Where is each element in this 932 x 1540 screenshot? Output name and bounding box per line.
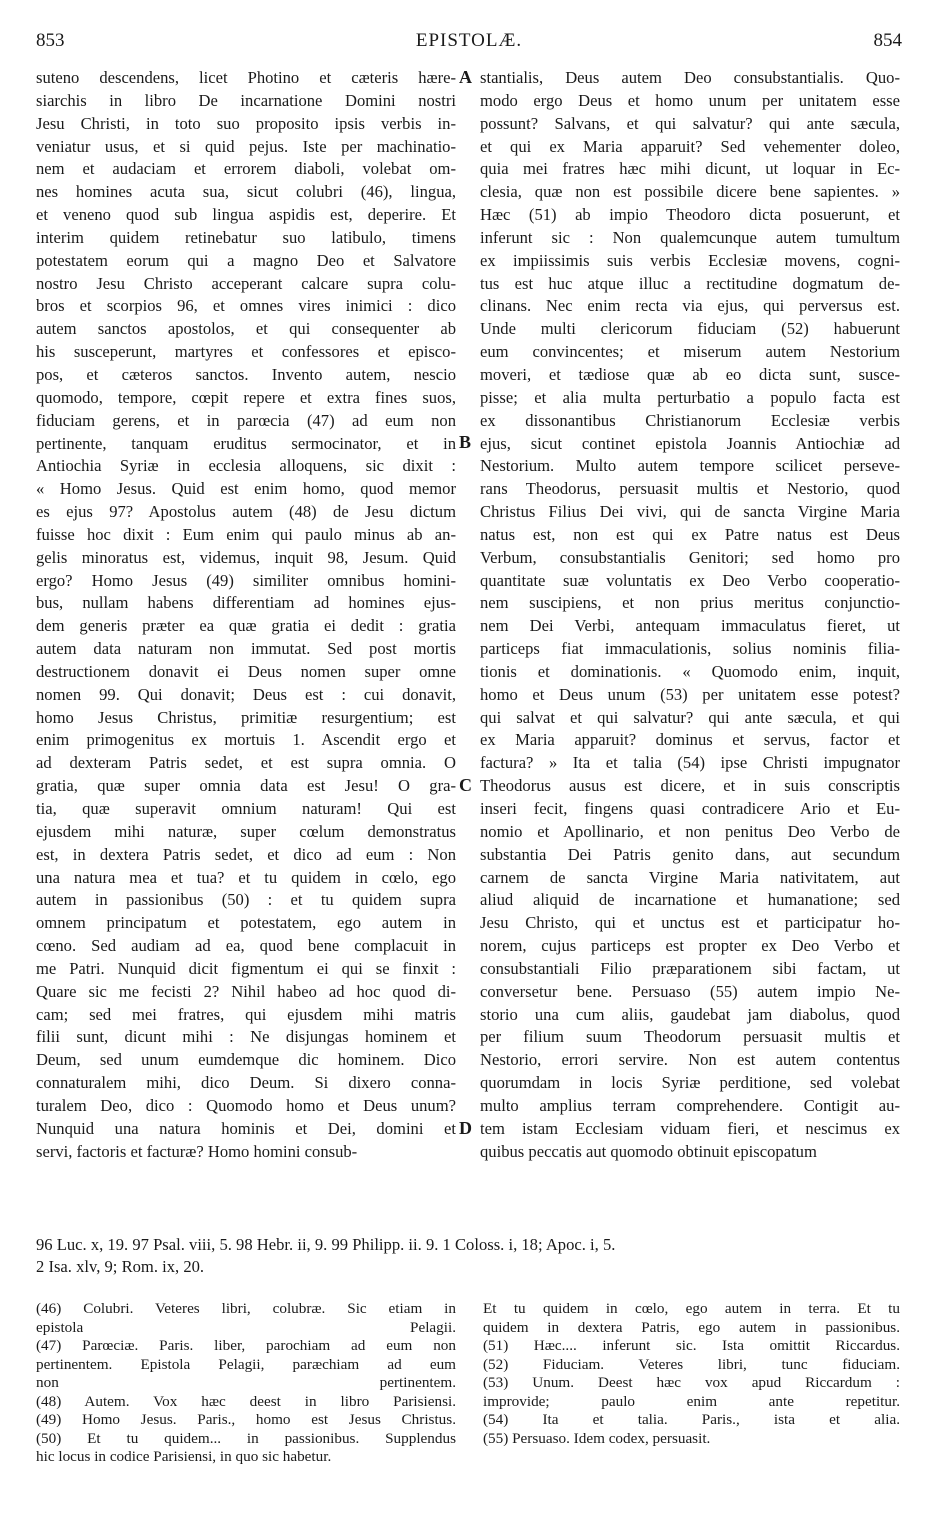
text-line: autem data naturam non immutat. Sed post mortis: [36, 639, 456, 659]
text-line: cam; sed mei fratres, qui ejusdem mihi matris: [36, 1004, 456, 1024]
text-line: autem sanctos apostolos, et qui consequenter ab: [36, 319, 456, 339]
text-line: quia mei fratres hæc mihi dicunt, ut loquar in Ec-: [480, 159, 900, 179]
text-line: carnem de sancta Virgine Maria nativitatem, aut: [480, 867, 900, 887]
section-marker-d: D: [459, 1118, 472, 1138]
text-line: quantitate suæ voluntatis ex Deo Verbo cooperatio-: [480, 570, 900, 590]
text-line: substantia Dei Patris genito dans, aut secundum: [480, 844, 900, 864]
running-title: EPISTOLÆ.: [415, 30, 523, 51]
text-line: pertinente, tanquam eruditus sermocinator, et in: [36, 433, 456, 453]
note-line: (46) Colubri. Veteres libri, colubræ. Sic etiam in: [36, 1300, 456, 1317]
note-line: (51) Hæc.... inferunt sic. Ista omittit Riccardus.: [483, 1337, 900, 1354]
text-line: Nestorium. Multo autem tempore scilicet perseve-: [480, 456, 900, 476]
text-line: est, in dextera Patris sedet, et dico ad eum : Non: [36, 844, 456, 864]
text-line: filii sunt, dicunt mihi : Ne disjungas hominem et: [36, 1027, 456, 1047]
text-line: Verbum, consubstantialis Genitori; sed homo pro: [480, 547, 900, 567]
note-line: non pertinentem.: [36, 1374, 456, 1391]
text-line: stantialis, Deus autem Deo consubstantialis. Quo-: [480, 68, 900, 87]
text-line: pos, et cæteros sanctos. Invento autem, nescio: [36, 364, 456, 384]
text-line: Quare sic me fecisti 2? Nihil habeo ad hoc quod di-: [36, 981, 456, 1001]
text-line: Hæc (51) ab impio Theodoro dicta posuerunt, et: [480, 205, 900, 225]
text-line: Nestorio, errori servire. Non est autem contentus: [480, 1050, 900, 1070]
note-line: (55) Persuaso. Idem codex, persuasit.: [483, 1429, 711, 1447]
text-line: connaturalem mihi, dico Deum. Si dixero conna-: [36, 1073, 456, 1093]
text-line: tem istam Ecclesiam viduam fieri, et nescimus ex: [480, 1118, 900, 1138]
text-line: gratia, quæ super omnia data est Jesu! O gra-: [36, 776, 456, 796]
text-line: Jesu Christi, in toto suo proposito ipsis verbis in-: [36, 113, 456, 133]
note-line: epistola Pelagii.: [36, 1318, 456, 1336]
text-line: factura? » Ita et talia (54) ipse Christi impugnator: [480, 753, 900, 773]
text-line: siarchis in libro De incarnatione Domini nostri: [36, 90, 456, 110]
text-line: gelis minoratus est, videmus, inquit 98, Jesum. Quid: [36, 547, 456, 567]
text-line: destructionem donavit ei Deus nomen super omne: [36, 661, 456, 681]
text-line: Deum, sed unum eumdemque dic hominem. Dico: [36, 1050, 456, 1070]
note-line: (52) Fiduciam. Veteres libri, tunc fiduciam.: [483, 1355, 900, 1373]
text-line: norem, cujus particeps est propter ex Deo Verbo et: [480, 936, 900, 956]
text-line: homo Jesus Christus, primitiæ resurgentium; est: [36, 707, 456, 727]
note-line: (53) Unum. Deest hæc vox apud Riccardum :: [483, 1374, 900, 1391]
text-line: ejusdem mihi naturæ, super cœlum demonstratus: [36, 821, 456, 841]
scripture-footnotes: [36, 1234, 902, 1278]
text-line: Theodorus ausus est dicere, et in suis conscriptis: [480, 776, 900, 796]
text-line: modo ergo Deus et homo unum per unitatem esse: [480, 90, 900, 110]
text-line: nostro Jesu Christo acceperant calcare supra colu-: [36, 273, 456, 293]
text-line: ad dexteram Patris sedet, et est supra omnia. O: [36, 753, 456, 773]
text-line: quibus peccatis aut quomodo obtinuit episcopatum: [480, 1141, 817, 1161]
text-line: nomio et Apollinario, et non penitus Deo Verbo de: [480, 821, 900, 841]
text-line: consubstantiali Filio præparationem sibi factam, ut: [480, 958, 900, 978]
left-text-column: [36, 67, 456, 1164]
text-line: possunt? Salvans, et qui salvatur? qui ante sæcula,: [480, 113, 900, 133]
note-line: quidem in dextera Patris, ego autem in passionibus.: [483, 1318, 900, 1336]
text-line: nem Dei Verbi, antequam immaculatus fieret, ut: [480, 616, 900, 636]
text-line: Unde multi clericorum fiduciam (52) habuerunt: [480, 319, 900, 339]
text-line: tionis et dominationis. « Quomodo enim, inquit,: [480, 661, 900, 681]
text-line: quorumdam in locis Syriæ perditione, sed volebat: [480, 1073, 900, 1093]
text-line: me Patri. Nunquid dicit figmentum ei qui se finxit :: [36, 958, 456, 978]
text-line: ex dissonantibus Christianorum Ecclesiæ verbis: [480, 410, 900, 430]
text-line: autem in passionibus (50) : et tu quidem supra: [36, 890, 456, 910]
text-line: inferunt sic : Non qualemcunque autem tumultum: [480, 227, 900, 247]
text-line: storio una cum aliis, gaudebat jam diabolus, quod: [480, 1004, 900, 1024]
text-line: turalem Deo, dico : Quomodo homo et Deus unum?: [36, 1095, 456, 1115]
text-line: ex impiissimis suis verbis Ecclesiæ movens, cogni-: [480, 250, 900, 270]
text-line: nem suscipiens, et non prius meritus conjunctio-: [480, 593, 900, 613]
text-line: interim quidem retinebatur suo latibulo, timens: [36, 227, 456, 247]
text-line: his susceperunt, martyres et confessores et episco-: [36, 342, 456, 362]
text-line: et qui ex Maria apparuit? Sed vehementer doleo,: [480, 136, 900, 156]
text-line: quomodo, tempore, cœpit repere et extra fines suos,: [36, 387, 456, 407]
text-line: fiduciam gerens, et in parœcia (47) ad eum non: [36, 410, 456, 430]
text-line: tia, quæ superavit omnium naturam! Qui est: [36, 799, 456, 818]
note-line: improvide; paulo enim ante repetitur.: [483, 1392, 900, 1410]
text-line: es ejus 97? Apostolus autem (48) de Jesu dictum: [36, 502, 456, 522]
section-marker-c: C: [459, 775, 472, 795]
text-line: eum convincentes; et miserum autem Nestorium: [480, 342, 900, 362]
text-line: conversetur bene. Persuaso (55) autem impio Ne-: [480, 981, 900, 1001]
note-line: (48) Autem. Vox hæc deest in libro Parisiensi.: [36, 1392, 456, 1410]
text-line: suteno descendens, licet Photino et cæteris hære-: [36, 68, 456, 87]
text-line: una natura mea et tua? et tu quidem in cœlo, ego: [36, 867, 456, 887]
right-text-column: [480, 67, 900, 1164]
text-line: « Homo Jesus. Quid est enim homo, quod memor: [36, 479, 456, 499]
running-header: [36, 30, 902, 54]
note-line: hic locus in codice Parisiensi, in quo sic habetur.: [36, 1448, 332, 1465]
text-line: clinans. Nec enim recta via ejus, qui perversus est.: [480, 296, 900, 316]
footnote-line: 2 Isa. xlv, 9; Rom. ix, 20.: [36, 1257, 205, 1276]
text-line: et veneno quod sub lingua aspidis est, deperire. Et: [36, 205, 456, 225]
text-line: nes homines acuta sua, sicut colubri (46), lingua,: [36, 182, 456, 202]
text-line: qui salvat et qui salvatur? qui ante sæcula, et qui: [480, 707, 900, 727]
text-line: aliud aliquid de incarnatione et humanatione; sed: [480, 890, 900, 910]
text-line: bros et scorpios 96, et omnes vires inimici : dico: [36, 296, 456, 316]
text-line: veniatur usus, et si quid pejus. Iste per machinatio-: [36, 136, 456, 156]
text-line: pisse; et alia multa perturbatio a populo facta est: [480, 387, 900, 407]
text-line: inseri fecit, fingens quasi contradicere Ario et Eu-: [480, 799, 900, 818]
text-line: bus, nullam habens differentiam ad homines ejus-: [36, 593, 456, 613]
text-line: natus est, non est qui ex Patre natus est Deus: [480, 524, 900, 544]
text-line: Christus Filius Dei vivi, qui de sancta Virgine Maria: [480, 502, 900, 522]
critical-notes-left: [36, 1300, 456, 1467]
text-line: ergo? Homo Jesus (49) similiter omnibus homini-: [36, 570, 456, 590]
text-line: potestatem eorum qui a magno Deo et Salvatore: [36, 250, 456, 270]
text-line: homo et Deus unum (53) per unitatem esse potest?: [480, 684, 900, 704]
text-line: cœno. Sed audiam ad ea, quod bene complacuit in: [36, 936, 456, 956]
text-line: Nunquid una natura hominis et Dei, domini et: [36, 1118, 456, 1138]
text-line: per filium suum Theodorum persuasit multis et: [480, 1027, 900, 1047]
text-line: servi, factoris et facturæ? Homo homini consub-: [36, 1141, 358, 1161]
section-marker-b: B: [459, 432, 472, 452]
note-line: (50) Et tu quidem... in passionibus. Supplendus: [36, 1429, 456, 1447]
note-line: pertinentem. Epistola Pelagii, paræchiam ad eum: [36, 1355, 456, 1373]
text-line: ex Maria apparuit? dominus et servus, factor et: [480, 730, 900, 750]
text-line: ejus, sicut continet epistola Joannis Antiochiæ ad: [480, 433, 900, 453]
text-line: enim primogenitus ex mortuis 1. Ascendit ergo et: [36, 730, 456, 750]
critical-notes-right: [483, 1300, 900, 1448]
text-line: Antiochia Syriæ in ecclesia alloquens, sic dixit :: [36, 456, 456, 476]
section-marker-a: A: [459, 67, 472, 87]
text-line: dem generis præter ea quæ gratia ei dedit : gratia: [36, 616, 456, 636]
note-line: (49) Homo Jesus. Paris., homo est Jesus Christus.: [36, 1411, 456, 1428]
text-line: particeps fiat immaculationis, solius nominis filia-: [480, 639, 900, 659]
text-line: nem et audaciam et errorem diaboli, volebat om-: [36, 159, 456, 179]
page-number-left: 853: [36, 30, 65, 51]
text-line: Jesu Christo, qui et unctus est et participatur ho-: [480, 913, 900, 933]
note-line: (54) Ita et talia. Paris., ista et alia.: [483, 1411, 900, 1428]
text-line: nomen 99. Qui donavit; Deus est : cui donavit,: [36, 684, 456, 704]
text-line: omnem principatum et potestatem, ego autem in: [36, 913, 456, 933]
text-line: fuisse hoc dixit : Eum enim qui paulo minus ab an-: [36, 524, 456, 544]
text-line: moveri, et tædiose quæ ab eo dicta sunt, susce-: [480, 364, 900, 384]
footnote-line: 96 Luc. x, 19. 97 Psal. viii, 5. 98 Hebr. ii, 9. 99 Philipp. ii. 9. 1 Coloss. i, 18; Apoc. i, 5.: [36, 1235, 616, 1254]
note-line: (47) Parœciæ. Paris. liber, parochiam ad eum non: [36, 1337, 456, 1354]
note-line: Et tu quidem in cœlo, ego autem in terra. Et tu: [483, 1300, 900, 1317]
text-line: clesia, quæ non est possibile dicere bene sapientes. »: [480, 182, 900, 202]
page-number-right: 854: [873, 30, 902, 51]
text-line: rans Theodorus, persuasit multis et Nestorio, quod: [480, 479, 900, 499]
text-line: tus est huc atque illuc a rectitudine dogmatum de-: [480, 273, 900, 293]
text-line: multo amplius terram comprehendere. Contigit au-: [480, 1095, 900, 1115]
